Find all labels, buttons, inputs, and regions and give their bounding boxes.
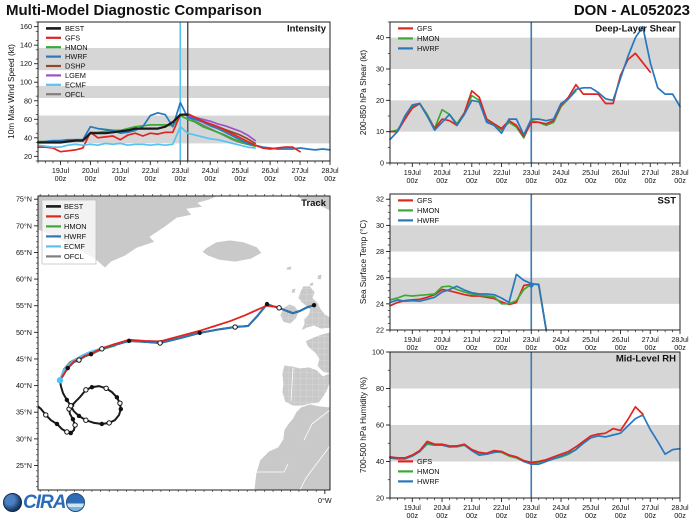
legend-label-OFCL: OFCL — [65, 89, 85, 99]
tick-label: 20Jul — [81, 166, 100, 175]
best-fix-00z — [100, 422, 104, 426]
legend-label-HWRF: HWRF — [417, 477, 440, 486]
tick-label: 60 — [376, 420, 384, 430]
tick-label: 00z — [204, 174, 217, 183]
tick-label: 24Jul — [552, 503, 570, 512]
legend-label-OFCL: OFCL — [64, 252, 84, 261]
best-fix-12z — [84, 388, 88, 392]
tick-label: 00z — [495, 511, 508, 520]
panel-sst — [359, 194, 689, 352]
tick-label: 00z — [584, 511, 597, 520]
legend-label-GFS: GFS — [64, 212, 80, 221]
legend-label-BEST: BEST — [64, 202, 84, 211]
tick-label: 24 — [376, 299, 384, 309]
best-fix-00z — [265, 302, 269, 306]
legend-label-HMON: HMON — [417, 467, 440, 476]
best-fix-12z — [158, 341, 162, 345]
tick-label: 00z — [264, 174, 276, 183]
tick-label: 32 — [376, 194, 384, 204]
tick-label: 00z — [644, 511, 657, 520]
panel-rh — [359, 348, 689, 521]
tick-label: 00z — [174, 174, 187, 183]
tick-label: 00z — [495, 176, 508, 185]
legend-label-GFS: GFS — [417, 24, 433, 33]
tick-label: 70°N — [15, 221, 32, 231]
tick-label: 00z — [614, 176, 627, 185]
best-fix-12z — [100, 347, 104, 351]
best-fix-12z — [65, 430, 69, 434]
tick-label: 00z — [555, 176, 567, 185]
best-fix-00z — [66, 366, 70, 370]
tick-label: 26Jul — [611, 168, 630, 177]
best-fix-00z — [312, 303, 316, 307]
tick-label: 28Jul — [671, 335, 689, 344]
legend-label-ECMF: ECMF — [64, 242, 85, 251]
legend-label-HWRF: HWRF — [65, 52, 88, 62]
tick-label: 27Jul — [641, 335, 659, 344]
tick-label: 20 — [376, 493, 384, 503]
tick-label: 00z — [436, 343, 448, 352]
tick-label: 25Jul — [582, 168, 600, 177]
tick-label: 00z — [525, 176, 538, 185]
tick-label: 00z — [644, 176, 657, 185]
panel-track — [16, 194, 332, 505]
tick-label: 140 — [20, 40, 32, 50]
tick-label: 00z — [584, 176, 597, 185]
tick-label: 00z — [525, 343, 538, 352]
tick-label: 20 — [24, 151, 32, 161]
legend-label-GFS: GFS — [417, 196, 433, 205]
tick-label: 00z — [465, 511, 478, 520]
panel-intensity — [7, 22, 339, 183]
tick-label: 26Jul — [261, 166, 279, 175]
legend-label-HWRF: HWRF — [417, 44, 440, 53]
tick-label: 80 — [376, 384, 384, 393]
category-band — [390, 278, 680, 304]
y-axis-label: 200-850 hPa Shear (kt) — [359, 49, 368, 136]
tick-label: 45°N — [15, 354, 32, 364]
tick-label: 00z — [674, 176, 686, 185]
legend-label-ECMF: ECMF — [65, 80, 86, 90]
tick-label: 60°N — [15, 274, 32, 284]
cira-logo — [3, 493, 85, 512]
cira-emblem-icon — [66, 493, 85, 512]
tick-label: 19Jul — [403, 168, 421, 177]
tick-label: 30°N — [15, 434, 32, 444]
category-band — [390, 225, 680, 251]
y-axis-label: 10m Max Wind Speed (kt) — [7, 44, 16, 139]
tick-label: 22 — [376, 325, 384, 335]
panel-title-rh: Mid-Level RH — [615, 353, 676, 365]
legend-shear — [398, 24, 440, 53]
legend-label-GFS: GFS — [65, 33, 81, 43]
legend-sst — [398, 196, 440, 225]
tick-label: 24Jul — [552, 168, 570, 177]
tick-label: 28Jul — [671, 503, 689, 512]
tick-label: 20Jul — [433, 335, 451, 344]
y-axis-label: Sea Surface Temp (°C) — [359, 219, 368, 305]
tick-label: 00z — [584, 343, 597, 352]
tick-label: 26Jul — [611, 503, 630, 512]
tick-label: 19Jul — [51, 166, 70, 175]
tick-label: 25Jul — [582, 503, 600, 512]
tick-label: 65°N — [15, 247, 32, 257]
tick-label: 25Jul — [231, 166, 249, 175]
tick-label: 00z — [54, 174, 67, 183]
legend-label-BEST: BEST — [65, 24, 85, 33]
tick-label: 21Jul — [463, 335, 481, 344]
page-title: Multi-Model Diagnostic Comparison — [6, 2, 262, 19]
legend-label-HMON: HMON — [64, 222, 87, 231]
tick-label: 23Jul — [522, 335, 540, 344]
best-fix-00z — [115, 395, 119, 399]
tick-label: 21Jul — [111, 166, 129, 175]
tick-label: 100 — [372, 347, 384, 357]
tick-label: 00z — [525, 511, 538, 520]
tick-label: 60 — [24, 114, 32, 124]
panel-title-sst: SST — [657, 195, 676, 207]
tick-label: 160 — [20, 22, 32, 32]
tick-label: 00z — [465, 176, 478, 185]
tick-label: 80 — [24, 96, 32, 106]
tick-label: 25°N — [15, 461, 32, 470]
tick-label: 24Jul — [201, 166, 219, 175]
tick-label: 22Jul — [492, 503, 511, 512]
best-fix-12z — [69, 404, 73, 408]
tick-label: 28Jul — [671, 168, 689, 177]
best-fix-00z — [127, 339, 131, 343]
panel-shear — [359, 22, 689, 185]
best-fix-12z — [44, 413, 48, 417]
tick-label: 00z — [555, 343, 567, 352]
tick-label: 22Jul — [141, 166, 159, 175]
tick-label: 20Jul — [433, 503, 451, 512]
best-fix-12z — [277, 306, 281, 310]
tick-label: 22Jul — [492, 335, 511, 344]
tick-label: 00z — [436, 511, 448, 520]
tick-label: 27Jul — [641, 168, 659, 177]
tick-label: 30 — [376, 64, 384, 74]
tick-label: 10 — [376, 127, 384, 137]
legend-label-DSHP: DSHP — [65, 61, 86, 71]
best-fix-00z — [89, 352, 93, 356]
tick-label: 22Jul — [492, 168, 511, 177]
tick-label: 40 — [376, 33, 384, 43]
tick-label: 23Jul — [522, 503, 540, 512]
best-fix-00z — [55, 422, 59, 426]
tick-label: 27Jul — [641, 503, 659, 512]
panel-title-intensity: Intensity — [286, 23, 326, 35]
tick-label: 0°W — [317, 496, 332, 505]
legend-label-HMON: HMON — [417, 206, 440, 215]
tick-label: 00z — [644, 343, 657, 352]
tick-label: 00z — [234, 174, 246, 183]
tick-label: 00z — [674, 343, 686, 352]
legend-label-LGEM: LGEM — [65, 71, 86, 80]
tick-label: 00z — [436, 176, 448, 185]
legend-label-HWRF: HWRF — [64, 232, 87, 241]
tick-label: 35°N — [15, 407, 32, 417]
tick-label: 00z — [84, 174, 97, 183]
best-fix-12z — [118, 401, 122, 405]
tick-label: 23Jul — [171, 166, 189, 175]
tick-label: 50°N — [15, 327, 32, 337]
landmass — [317, 274, 322, 280]
tick-label: 24Jul — [552, 335, 570, 344]
best-fix-12z — [84, 418, 88, 422]
tick-label: 28 — [376, 247, 384, 257]
best-fix-00z — [198, 331, 202, 335]
tick-label: 00z — [114, 174, 127, 183]
tick-label: 40 — [376, 457, 384, 466]
tick-label: 00z — [674, 511, 686, 520]
best-fix-12z — [107, 421, 111, 425]
tick-label: 19Jul — [403, 335, 421, 344]
tick-label: 27Jul — [291, 166, 309, 175]
tick-label: 25Jul — [582, 335, 600, 344]
best-fix-00z — [119, 407, 123, 411]
tick-label: 19Jul — [403, 503, 421, 512]
best-fix-12z — [77, 358, 81, 362]
tick-label: 20Jul — [433, 168, 451, 177]
panel-title-shear: Deep-Layer Shear — [595, 23, 676, 35]
tick-label: 00z — [324, 174, 336, 183]
best-fix-00z — [65, 398, 69, 402]
tick-label: 26Jul — [611, 335, 630, 344]
tick-label: 00z — [294, 174, 306, 183]
tick-label: 00z — [495, 343, 508, 352]
sst-current-marker — [529, 282, 534, 287]
panel-title-track: Track — [301, 198, 326, 209]
storm-id: DON - AL052023 — [573, 2, 690, 19]
cira-logo-text: CIRA — [23, 492, 66, 513]
landmass — [291, 288, 296, 293]
tick-label: 75°N — [15, 194, 32, 204]
tick-label: 00z — [555, 511, 567, 520]
tick-label: 00z — [406, 343, 419, 352]
tick-label: 30 — [376, 220, 384, 230]
tick-label: 26 — [376, 273, 384, 283]
legend-label-GFS: GFS — [417, 457, 433, 466]
best-fix-12z — [104, 386, 108, 390]
best-fix-00z — [77, 414, 81, 418]
legend-label-HWRF: HWRF — [417, 216, 440, 225]
legend-label-HMON: HMON — [65, 42, 88, 52]
tick-label: 100 — [20, 77, 32, 87]
forecast-start-dot — [57, 377, 63, 383]
tick-label: 0 — [380, 158, 384, 168]
globe-icon — [3, 493, 22, 512]
legend-label-HMON: HMON — [417, 34, 440, 43]
tick-label: 00z — [465, 343, 478, 352]
tick-label: 00z — [406, 511, 419, 520]
tick-label: 00z — [614, 343, 627, 352]
tick-label: 21Jul — [463, 503, 481, 512]
tick-label: 23Jul — [522, 168, 540, 177]
best-fix-00z — [90, 385, 94, 389]
tick-label: 55°N — [15, 301, 32, 311]
tick-label: 00z — [614, 511, 627, 520]
tick-label: 28Jul — [321, 166, 339, 175]
tick-label: 40 — [24, 133, 32, 143]
tick-label: 120 — [20, 59, 32, 69]
tick-label: 20 — [376, 95, 384, 105]
best-fix-12z — [233, 325, 237, 329]
tick-label: 00z — [406, 176, 419, 185]
y-axis-label: 700-500 hPa Humidity (%) — [359, 376, 368, 474]
best-fix-12z — [73, 423, 77, 427]
best-fix-00z — [71, 417, 75, 421]
tick-label: 21Jul — [463, 168, 481, 177]
tick-label: 40°N — [15, 381, 32, 391]
tick-label: 00z — [144, 174, 157, 183]
